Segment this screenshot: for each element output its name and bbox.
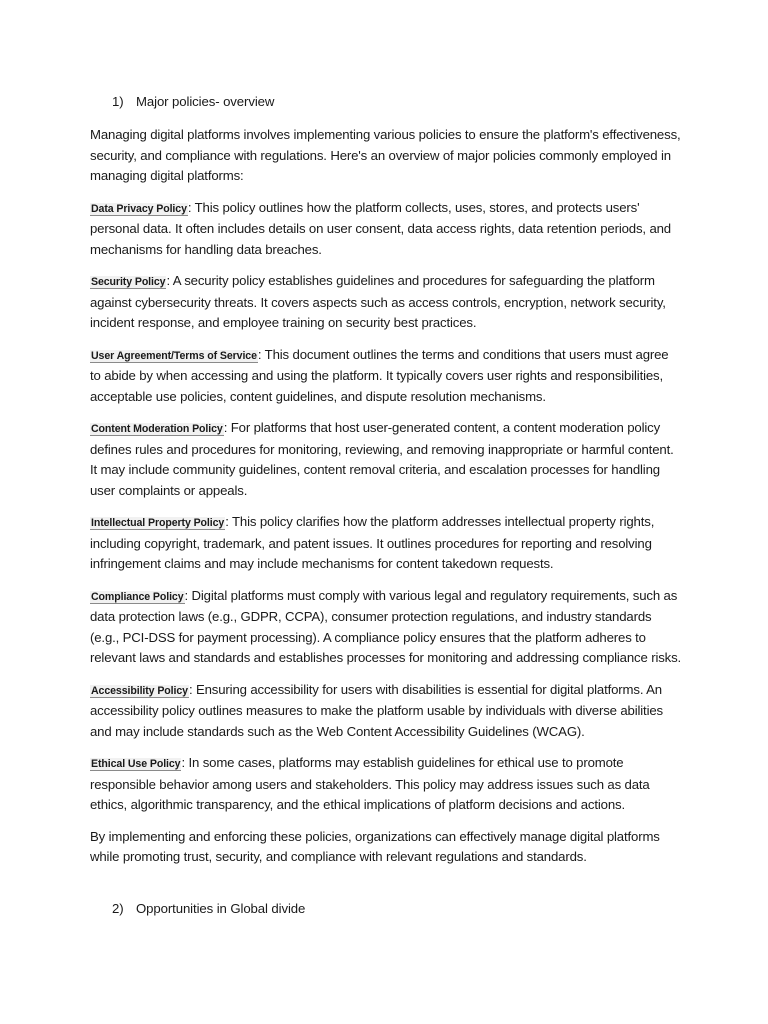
policy-term: Security Policy (91, 276, 166, 288)
policy-description: : A security policy establishes guidelines and procedures for safeguarding the platform against cybersecurity threats. It covers aspects such as access controls, encryption, network security, incident response, and employee training on security best practices. (90, 273, 666, 330)
policy-term: User Agreement/Terms of Service (91, 349, 257, 362)
policy-description: : This policy outlines how the platform collects, uses, stores, and protects users' personal data. It often includes details on user consent, data access rights, data retention periods, and mechanisms for handling data breaches. (90, 199, 671, 257)
policy-paragraph-intellectual-property (90, 512, 682, 575)
section-title: Opportunities in Global divide (136, 900, 306, 916)
policy-paragraph-data-privacy (90, 198, 682, 261)
policy-term: Content Moderation Policy (91, 423, 223, 435)
policy-description: : Digital platforms must comply with various legal and regulatory requirements, such as data protection laws (e.g., GDPR, CCPA), consumer protection regulations, and industry standards (e.g., PCI-DSS for payment processing). A compliance policy ensures that the platform adheres to relevant laws and standards and establishes processes for monitoring and addressing compliance risks. (90, 587, 682, 665)
intro-paragraph: Managing digital platforms involves implementing various policies to ensure the platform's effectiveness, security, and compliance with regulations. Here's an overview of major policies commonly employed in managing digital platforms: (90, 127, 681, 183)
policy-term: Accessibility Policy (91, 684, 188, 697)
policy-paragraph-content-moderation (90, 418, 682, 501)
policy-term: Compliance Policy (91, 590, 184, 603)
section-title: Major policies- overview (136, 94, 275, 109)
policy-term: Data Privacy Policy (91, 202, 187, 215)
policy-description: : Ensuring accessibility for users with disabilities is essential for digital platforms. An accessibility policy outlines measures to make the platform usable by individuals with diverse abilities and may include standards such as the Web Content Accessibility Guidelines (WCAG). (90, 681, 663, 739)
policy-term: Ethical Use Policy (91, 758, 181, 770)
policy-description: : In some cases, platforms may establish guidelines for ethical use to promote responsible behavior among users and stakeholders. This policy may address issues such as data ethics, algorithmic transparency, and the ethical implications of platform decisions and actions. (90, 755, 650, 812)
policy-paragraph-ethical-use (90, 753, 682, 816)
policy-paragraph-security (90, 271, 682, 334)
document-body (90, 92, 682, 932)
policy-description: : This document outlines the terms and conditions that users must agree to abide by when accessing and using the platform. It typically covers user rights and responsibilities, acceptable use policies, content guidelines, and dispute resolution mechanisms. (90, 346, 669, 404)
policy-paragraph-user-agreement (90, 345, 682, 408)
policy-paragraph-compliance (90, 586, 682, 669)
policy-description: : For platforms that host user-generated content, a content moderation policy defines rules and procedures for monitoring, reviewing, and removing inappropriate or harmful content. It may include community guidelines, content removal criteria, and escalation processes for handling user complaints or appeals. (90, 420, 674, 498)
section-number: 1) (112, 94, 124, 109)
policy-term: Intellectual Property Policy (91, 517, 225, 529)
section-heading-1 (112, 92, 682, 112)
section-heading-2 (112, 899, 682, 919)
section-number: 2) (112, 900, 124, 916)
policy-description: : This policy clarifies how the platform addresses intellectual property rights, including copyright, trademark, and patent issues. It outlines procedures for reporting and resolving infringement claims and may include mechanisms for content takedown requests. (90, 514, 655, 571)
conclusion-paragraph: By implementing and enforcing these policies, organizations can effectively manage digital platforms while promoting trust, security, and compliance with relevant regulations and standards. (90, 828, 660, 864)
policy-paragraph-accessibility (90, 680, 682, 743)
